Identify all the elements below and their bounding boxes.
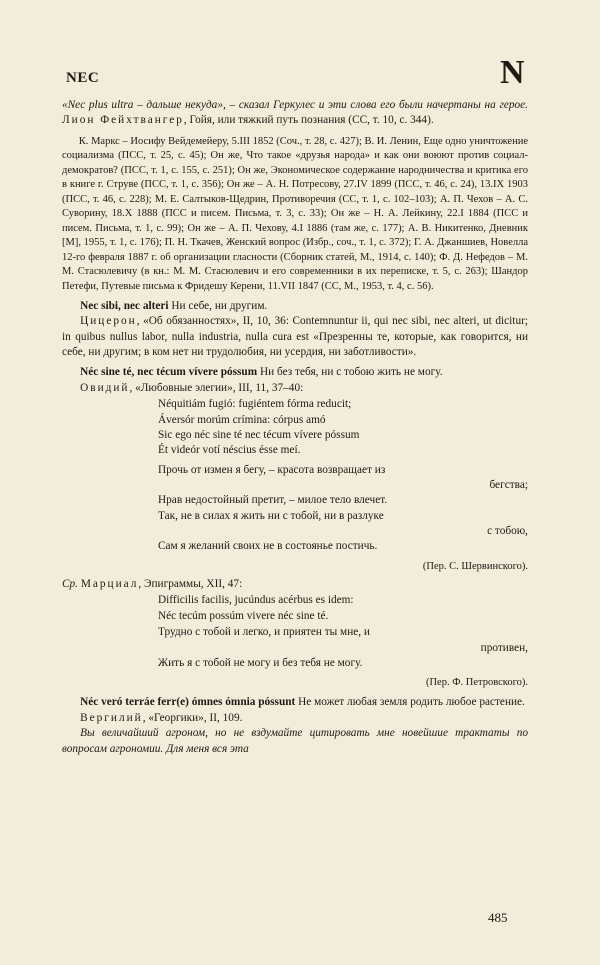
- poem-translation: [158, 463, 528, 555]
- page-content: [62, 98, 528, 757]
- translator-credit: (Пер. Ф. Петровского).: [425, 677, 528, 689]
- header-keyword: NEC: [66, 70, 100, 86]
- entry-latin: Néc sine té, nec técum vívere póssum: [80, 366, 258, 379]
- entry-heading: [62, 365, 528, 380]
- poem-line: Néquitiám fugió: fugiéntem fórma reducit;: [158, 398, 352, 411]
- references-paragraph: К. Маркс – Иосифу Вейдемейеру, 5.III 1852 (Соч., т. 28, с. 427); В. И. Ленин, Еще одно уничтожение социализма (ПСС, т. 25, с. 45); Он же, Что такое «друзья народа» и как они воюют против социал-демократов? (ПСС, т. 1, с. 155, с. 251); Он же, Экономическое содержание народничества и критика его в книге г. Струве (ПСС, т. 1, с. 356); Он же – А. Н. Потресову, 27.IV 1899 (ПСС, т. 46, с. 24), 13.IX 1903 (ПСС, т. 46, с. 228); М. Е. Салтыков-Щедрин, Противоречия (СС, т. 1, с. 102–103); А. П. Чехов – А. С. Суворину, 18.X 1888 (ПСС и писем. Письма, т. 3, с. 33); Он же – Н. А. Лейкину, 22.I 1884 (ПСС и писем. Письма, т. 1, с. 99); Он же – А. П. Чехову, 4.I 1886 (там же, с. 177); А. В. Никитенко, Дневник [M], 1955, т. 1, с. 176); П. Н. Ткачев, Женский вопрос (Избр., соч., т. 1, с. 372); Г. А. Джаншиев, Новелла 12-го февраля 1887 г. об организации гласности (Сборник статей, М., 1914, с. 140); Ф. Д. Нефедов – М. М. Стасюлевичу (в кн.: М. М. Стасюлевич и его современники в их переписке, т. 5, с. 263); Шандор Петефи, Путевые письма к Фридешу Керени, 11.VII 1847 (СС, М., 1953, т. 4, с. 56).: [62, 135, 528, 292]
- poem-line: Прочь от измен я бегу, – красота возвращает из: [158, 463, 386, 476]
- poem-line: Néc tecúm possúm vivere néc sine té.: [158, 609, 329, 622]
- poem-line: Sic ego néc sine té nec técum vívere póssum: [158, 428, 360, 441]
- cf-work: , Эпиграммы, XII, 47:: [138, 578, 243, 591]
- intro-author: Лион Фейхтвангер: [62, 114, 184, 127]
- poem-line: Нрав недостойный претит, – милое тело влечет.: [158, 494, 388, 507]
- poem-line: Трудно с тобой и легко, и приятен ты мне, и: [158, 626, 370, 639]
- poem-line: Ét videór votí néscius ésse meí.: [158, 444, 301, 457]
- entry-source: Овидий: [80, 381, 130, 394]
- poem-line: бегства;: [489, 479, 528, 491]
- poem-line: Difficilis facilis, jucúndus acérbus es idem:: [158, 594, 354, 607]
- entry-work: , «Любовные элегии», III, 11, 37–40:: [129, 381, 304, 394]
- entry-translation: Ни без тебя, ни с тобою жить не могу.: [259, 366, 443, 379]
- entry-commentary: [62, 314, 528, 360]
- translator-credit: (Пер. С. Шервинского).: [422, 560, 528, 572]
- cf-label: Ср.: [62, 578, 79, 591]
- poem-line: с тобою,: [487, 525, 528, 538]
- page-header: [0, 56, 600, 100]
- poem-line: Áversór morúm crímina: córpus amó: [158, 413, 326, 426]
- cf-source: Марциал: [80, 578, 139, 591]
- entry-latin: Néc veró terráe ferr(e) ómnes ómnia póssunt: [80, 696, 296, 709]
- poem-line: Сам я желаний своих не в состоянье постичь.: [158, 540, 378, 553]
- entry-heading: [62, 299, 528, 314]
- poem-translation: [158, 625, 528, 671]
- poem-latin: [158, 593, 528, 624]
- final-paragraph: Вы величайший агроном, но не вздумайте цитировать мне новейшие трактаты по вопросам агрономии. Для меня вся эта: [62, 727, 528, 755]
- poem-latin: [158, 397, 528, 458]
- entry-commentary: [62, 711, 528, 726]
- page-number: 485: [488, 910, 508, 925]
- entry-work: , «Об обязанностях», II, 10, 36: Contemnuntur ii, qui nec sibi, nec alteri, ut dicitur; in quibus nullus labor, nulla industria, nulla cura est «Презренны те, которые, как говорится, ни себе, ни другим; в ком нет ни трудолюбия, ни усердия, ни заботливости».: [62, 315, 528, 359]
- entry-work: , «Георгики», II, 109.: [142, 711, 243, 724]
- entry-translation: Ни себе, ни другим.: [171, 300, 268, 313]
- entry-source: Вергилий: [80, 711, 143, 724]
- poem-line: противен,: [480, 641, 528, 654]
- poem-line: Так, не в силах я жить ни с тобой, ни в разлуке: [158, 509, 384, 522]
- entry-commentary: [62, 381, 528, 396]
- intro-quote: «Nec plus ultra – дальше некуда», – сказал Геркулес и эти слова его были начертаны на герое.: [62, 99, 528, 111]
- intro-paragraph: [62, 98, 528, 129]
- intro-tail: , Гойя, или тяжкий путь познания (СС, т. 10, с. 344).: [183, 114, 434, 127]
- cf-paragraph: [62, 577, 528, 592]
- entry-latin: Nec sibi, nec alteri: [80, 300, 169, 313]
- entry-source: Цицерон: [80, 315, 137, 328]
- poem-line: Жить я с тобой не могу и без тебя не могу.: [158, 656, 363, 669]
- entry-translation: Не может любая земля родить любое растение.: [298, 696, 525, 709]
- entry-heading: [62, 695, 528, 710]
- section-letter: N: [500, 54, 525, 91]
